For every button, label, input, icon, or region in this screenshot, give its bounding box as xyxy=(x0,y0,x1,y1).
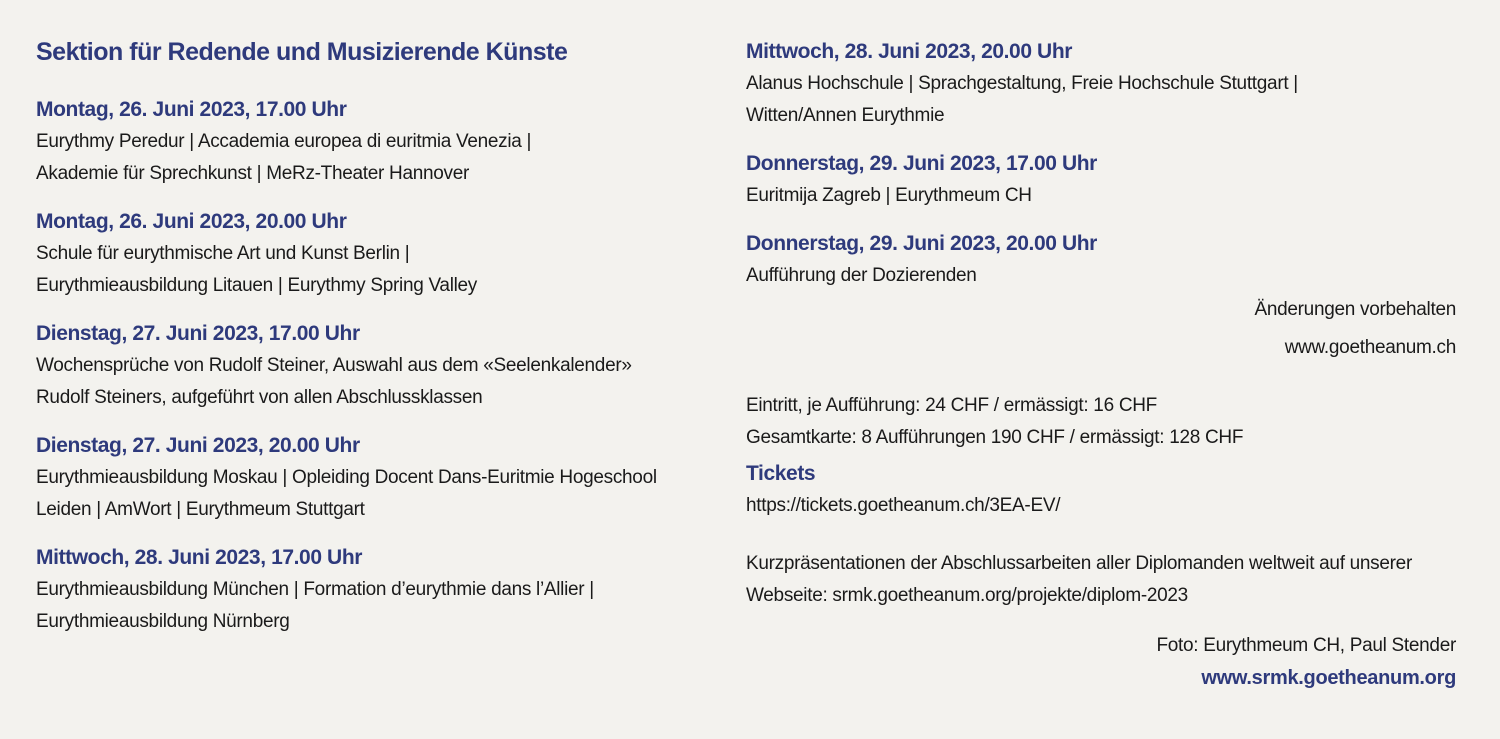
event-block xyxy=(36,430,716,526)
event-line: Wochensprüche von Rudolf Steiner, Auswahl aus dem «Seelenkalender» xyxy=(36,355,632,376)
spacer xyxy=(746,364,1456,390)
spacer xyxy=(746,522,1456,548)
event-date: Donnerstag, 29. Juni 2023, 20.00 Uhr xyxy=(746,232,1097,255)
tickets-url[interactable]: https://tickets.goetheanum.ch/3EA-EV/ xyxy=(746,495,1061,516)
event-block xyxy=(746,36,1456,132)
event-line: Alanus Hochschule | Sprachgestaltung, Freie Hochschule Stuttgart | xyxy=(746,73,1298,94)
event-block xyxy=(746,228,1456,292)
event-line: Akademie für Sprechkunst | MeRz-Theater Hannover xyxy=(36,163,470,184)
event-date: Mittwoch, 28. Juni 2023, 17.00 Uhr xyxy=(36,546,363,569)
event-line: Eurythmieausbildung München | Formation d’eurythmie dans l’Allier | xyxy=(36,579,594,600)
event-line: Leiden | AmWort | Eurythmeum Stuttgart xyxy=(36,499,365,520)
event-date: Dienstag, 27. Juni 2023, 17.00 Uhr xyxy=(36,322,360,345)
event-line: Eurythmieausbildung Litauen | Eurythmy Spring Valley xyxy=(36,275,478,296)
admission-line: Eintritt, je Aufführung: 24 CHF / ermässigt: 16 CHF xyxy=(746,395,1157,416)
website-link[interactable]: www.goetheanum.ch xyxy=(1284,337,1456,358)
admission-line: Gesamtkarte: 8 Aufführungen 190 CHF / ermässigt: 128 CHF xyxy=(746,427,1244,448)
event-line: Rudolf Steiners, aufgeführt von allen Abschlussklassen xyxy=(36,387,483,408)
event-line: Schule für eurythmische Art und Kunst Berlin | xyxy=(36,243,410,264)
changes-note: Änderungen vorbehalten xyxy=(1254,299,1456,320)
event-block xyxy=(36,542,716,638)
right-column xyxy=(746,36,1456,694)
event-line: Eurythmieausbildung Moskau | Opleiding Docent Dans-Euritmie Hogeschool xyxy=(36,467,657,488)
event-date: Montag, 26. Juni 2023, 17.00 Uhr xyxy=(36,98,347,121)
section-title: Sektion für Redende und Musizierende Künste xyxy=(36,38,568,66)
event-date: Montag, 26. Juni 2023, 20.00 Uhr xyxy=(36,210,347,233)
event-block xyxy=(36,94,716,190)
event-line: Aufführung der Dozierenden xyxy=(746,265,977,286)
photo-credit: Foto: Eurythmeum CH, Paul Stender xyxy=(1156,635,1456,656)
event-date: Dienstag, 27. Juni 2023, 20.00 Uhr xyxy=(36,434,360,457)
event-line: Euritmija Zagreb | Eurythmeum CH xyxy=(746,185,1032,206)
tickets-heading: Tickets xyxy=(746,462,816,485)
left-column xyxy=(36,36,716,654)
event-block xyxy=(746,148,1456,212)
srmk-link[interactable]: www.srmk.goetheanum.org xyxy=(1201,667,1456,689)
event-line: Eurythmy Peredur | Accademia europea di euritmia Venezia | xyxy=(36,131,532,152)
presentations-line: Webseite: srmk.goetheanum.org/projekte/diplom-2023 xyxy=(746,585,1188,606)
spacer xyxy=(746,612,1456,630)
event-block xyxy=(36,318,716,414)
event-line: Witten/Annen Eurythmie xyxy=(746,105,945,126)
presentations-line: Kurzpräsentationen der Abschlussarbeiten aller Diplomanden weltweit auf unserer xyxy=(746,553,1412,574)
event-date: Mittwoch, 28. Juni 2023, 20.00 Uhr xyxy=(746,40,1073,63)
event-line: Eurythmieausbildung Nürnberg xyxy=(36,611,290,632)
event-block xyxy=(36,206,716,302)
event-date: Donnerstag, 29. Juni 2023, 17.00 Uhr xyxy=(746,152,1097,175)
